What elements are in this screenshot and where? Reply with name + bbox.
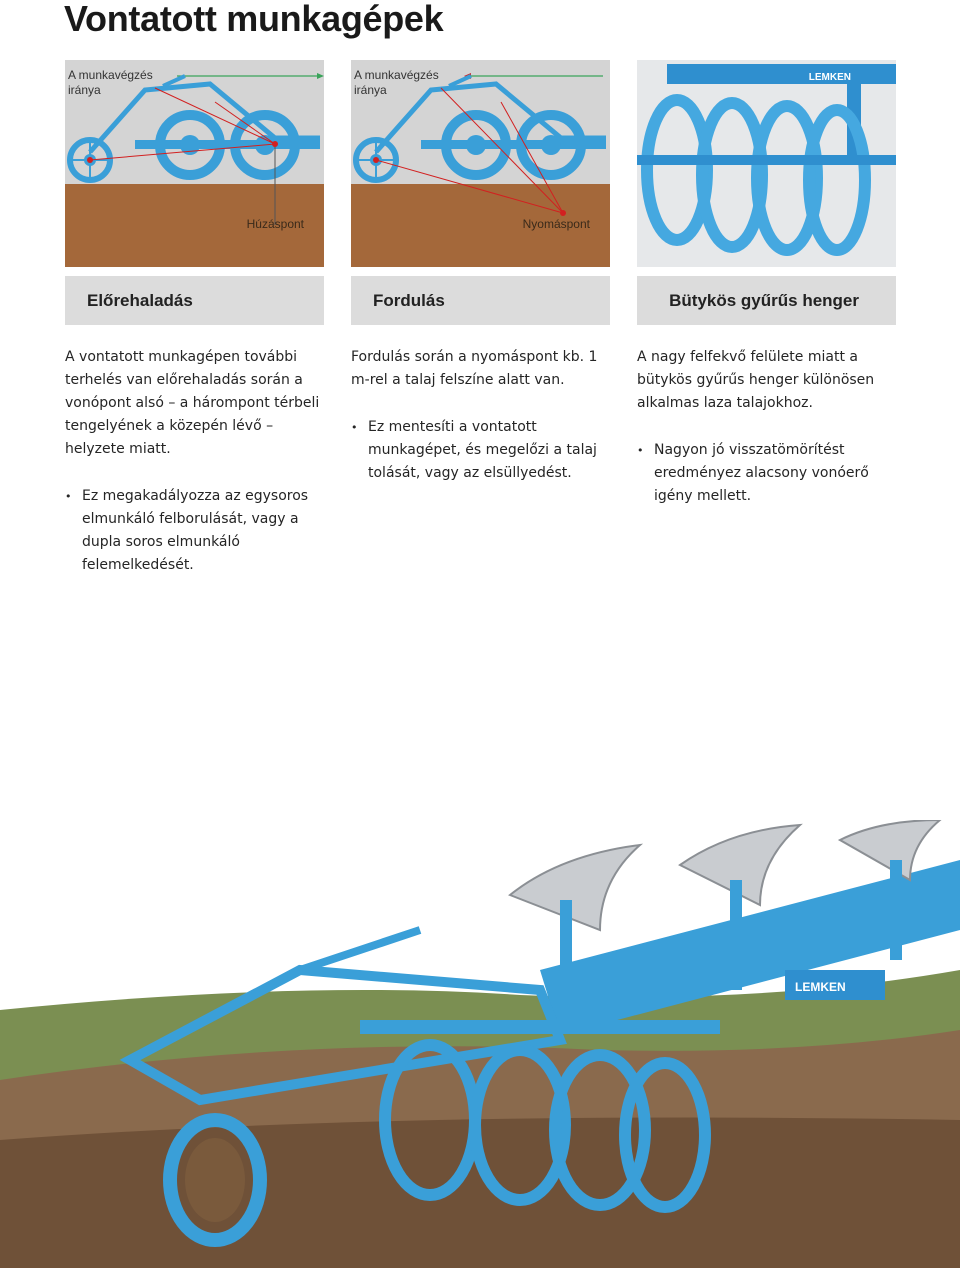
bullet-item: • Ez mentesíti a vontatott munkagépet, és megelőzi a talaj tolását, vagy az elsüllyedést. — [351, 416, 616, 485]
diagram-forward — [65, 60, 324, 267]
brand-logo: LEMKEN — [808, 72, 851, 83]
column-forward — [65, 346, 327, 577]
bullet-list — [65, 485, 327, 577]
section-header-forward: Előrehaladás — [65, 276, 324, 325]
field-photo — [0, 820, 960, 1268]
body-text: Fordulás során a nyomáspont kb. 1 m-rel a talaj felszíne alatt van. — [351, 349, 598, 388]
pressure-point-label: Nyomáspont — [522, 217, 590, 231]
pull-point-label: Húzáspont — [246, 217, 304, 231]
column-roller — [637, 346, 887, 508]
direction-label: A munkavégzés iránya — [68, 68, 153, 97]
direction-label: A munkavégzés iránya — [354, 68, 439, 97]
body-text: A vontatott munkagépen további terhelés van előrehaladás során a vonópont alsó – a hárompont térbeli tengelyének a közepén lévő – helyzete miatt. — [65, 349, 320, 457]
section-header-turning: Fordulás — [351, 276, 610, 325]
body-text: A nagy felfekvő felülete miatt a bütykös gyűrűs henger különösen alkalmas laza talajokhoz. — [637, 349, 875, 411]
roller-photo — [637, 60, 896, 267]
section-header-roller: Bütykös gyűrűs henger — [637, 276, 896, 325]
page-title: Vontatott munkagépek — [64, 0, 444, 39]
bullet-item: • Nagyon jó visszatömörítést eredményez alacsony vonóerő igény mellett. — [637, 439, 887, 508]
bullet-item: • Ez megakadályozza az egysoros elmunkáló felborulását, vagy a dupla soros elmunkáló felemelkedését. — [65, 485, 327, 577]
brand-logo: LEMKEN — [795, 980, 846, 994]
column-turning — [351, 346, 616, 485]
bullet-list — [351, 416, 616, 485]
diagram-turning — [351, 60, 610, 267]
bullet-list — [637, 439, 887, 508]
